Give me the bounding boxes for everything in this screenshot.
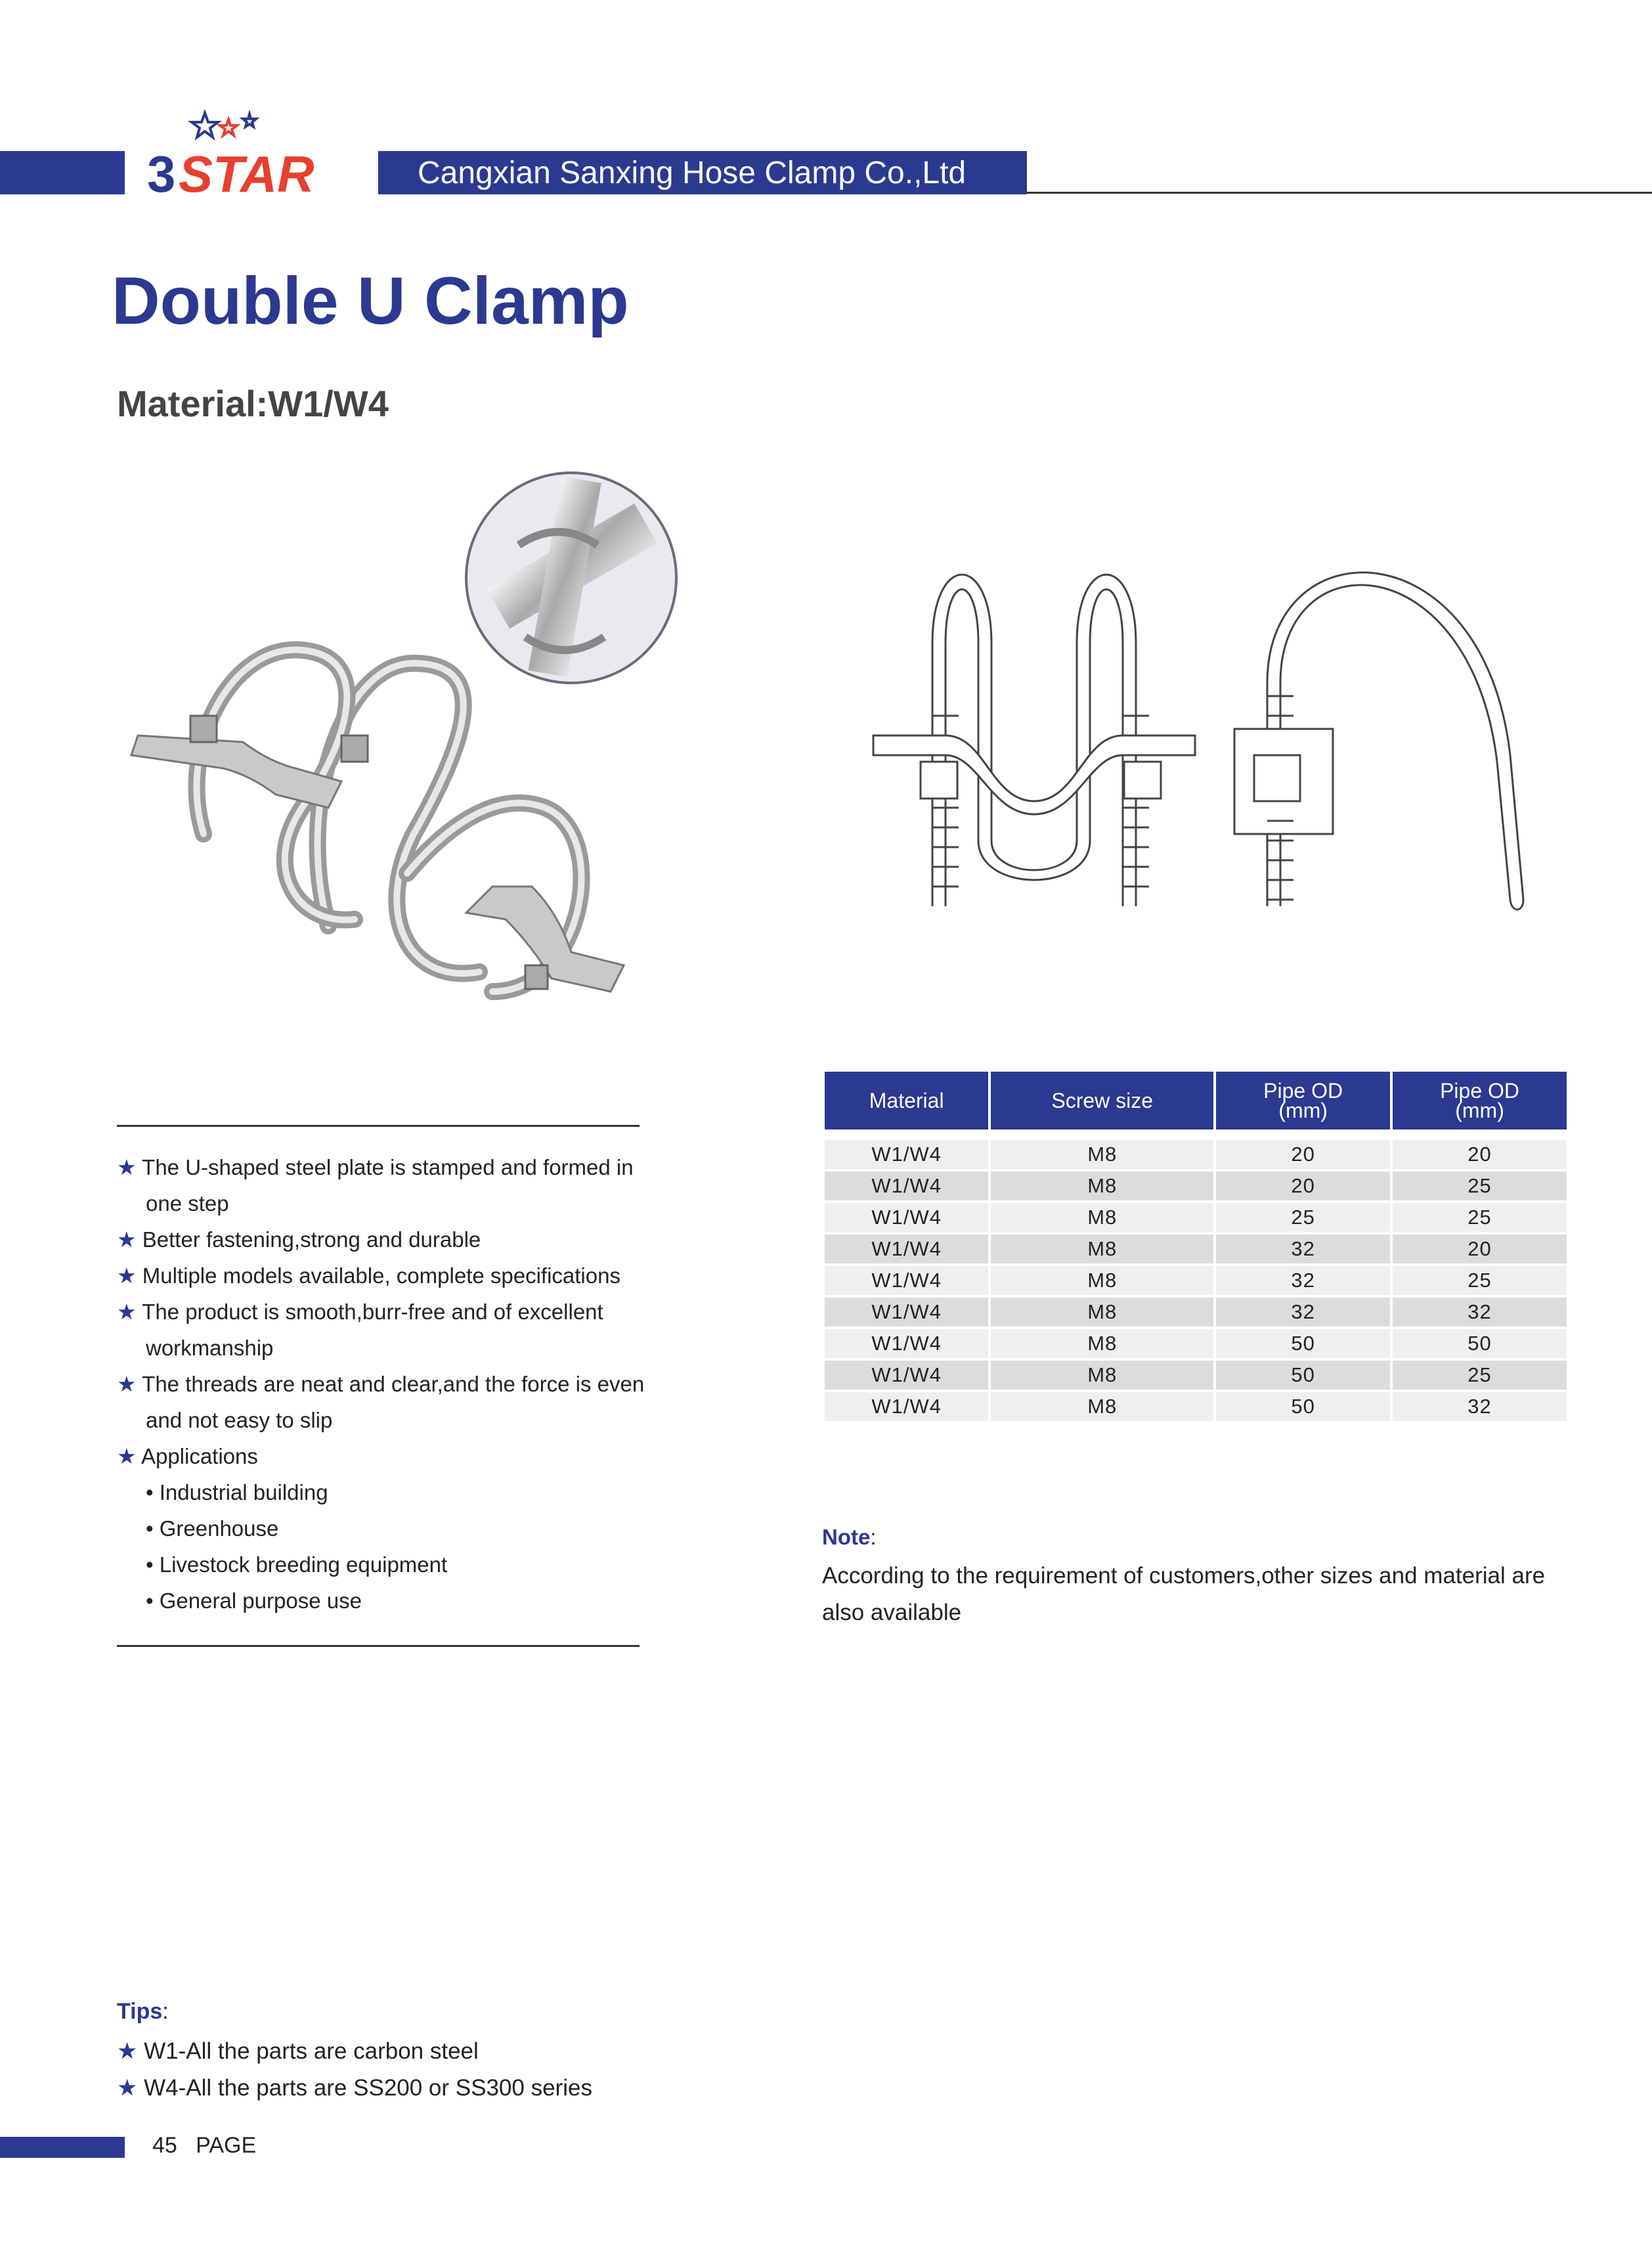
table-cell: 25 (1393, 1172, 1567, 1200)
table-cell: 32 (1216, 1266, 1390, 1295)
feature-item: ★ The U-shaped steel plate is stamped and formed in (117, 1155, 634, 1179)
tip-item: ★ W4-All the parts are SS200 or SS300 series (117, 2075, 592, 2101)
table-cell: 25 (1393, 1266, 1567, 1295)
header-material: Material (825, 1072, 988, 1129)
table-row (825, 1329, 1567, 1358)
logo-stars-icon (192, 113, 256, 137)
table-row (825, 1361, 1567, 1390)
tips-label: Tips: (117, 1999, 169, 2024)
header-pipe-od-1: Pipe OD (mm) (1216, 1072, 1390, 1129)
note-text: According to the requirement of customers,other sizes and material are also available (822, 1563, 1546, 1625)
plates-photo (131, 716, 624, 992)
table-cell: M8 (991, 1203, 1213, 1232)
table-cell: 32 (1393, 1392, 1567, 1421)
application-item: • Industrial building (146, 1480, 328, 1504)
table-cell: 20 (1393, 1140, 1567, 1169)
table-row (825, 1140, 1567, 1169)
table-cell: M8 (991, 1172, 1213, 1200)
star-icon: ★ (117, 1372, 137, 1396)
table-row (825, 1172, 1567, 1200)
page-title: Double U Clamp (112, 263, 629, 338)
table-cell: M8 (991, 1140, 1213, 1169)
feature-item: ★ Applications (117, 1444, 258, 1468)
double-u-clamp-drawing (873, 575, 1195, 906)
header-pipe-od-2: Pipe OD (mm) (1393, 1072, 1567, 1129)
feature-item-cont: workmanship (146, 1336, 274, 1360)
tips-list (117, 2033, 592, 2107)
table-cell: 20 (1216, 1172, 1390, 1200)
table-cell: 25 (1216, 1203, 1390, 1232)
table-cell: 20 (1393, 1235, 1567, 1263)
table-row (825, 1266, 1567, 1295)
table-cell: 25 (1393, 1203, 1567, 1232)
table-cell: W1/W4 (825, 1172, 988, 1200)
feature-item-cont: one step (146, 1191, 229, 1216)
tip-item: ★ W1-All the parts are carbon steel (117, 2038, 479, 2064)
feature-item: ★ The product is smooth,burr-free and of excellent (117, 1300, 603, 1324)
table-cell: 25 (1393, 1361, 1567, 1390)
header-rule (1027, 192, 1652, 194)
application-item: • General purpose use (146, 1589, 362, 1613)
table-cell: M8 (991, 1329, 1213, 1358)
table-header-row (825, 1072, 1567, 1129)
table-row (825, 1203, 1567, 1232)
inset-detail-photo (466, 473, 676, 683)
table-cell: 32 (1216, 1298, 1390, 1326)
table-cell: 32 (1393, 1298, 1567, 1326)
table-cell: M8 (991, 1361, 1213, 1390)
application-item: • Greenhouse (146, 1516, 279, 1541)
table-cell: M8 (991, 1298, 1213, 1326)
table-cell: 20 (1216, 1140, 1390, 1169)
page-number: 45 PAGE (152, 2133, 257, 2158)
table-cell: W1/W4 (825, 1329, 988, 1358)
table-row (825, 1298, 1567, 1326)
feature-item-cont: and not easy to slip (146, 1408, 333, 1432)
table-row (825, 1235, 1567, 1263)
table-cell: W1/W4 (825, 1140, 988, 1169)
table-cell: W1/W4 (825, 1266, 988, 1295)
table-row (825, 1392, 1567, 1421)
star-icon: ★ (117, 2075, 138, 2101)
table-cell: M8 (991, 1235, 1213, 1263)
header-left-bar (0, 151, 125, 194)
3star-logo (144, 105, 355, 204)
u-bolt-side-drawing (1234, 573, 1523, 909)
feature-item: ★ Multiple models available, complete specifications (117, 1263, 620, 1288)
table-cell: 50 (1216, 1392, 1390, 1421)
header-screw-size: Screw size (991, 1072, 1213, 1129)
table-cell: W1/W4 (825, 1298, 988, 1326)
features-top-rule (117, 1125, 640, 1127)
material-heading: Material:W1/W4 (117, 383, 389, 424)
star-icon: ★ (117, 1300, 137, 1324)
star-icon: ★ (117, 1444, 137, 1468)
star-icon: ★ (117, 2038, 138, 2064)
table-cell: W1/W4 (825, 1361, 988, 1390)
table-cell: 50 (1216, 1329, 1390, 1358)
logo-star-glyph: STAR (179, 145, 315, 203)
note-label: Note: (822, 1525, 877, 1549)
table-cell: W1/W4 (825, 1392, 988, 1421)
table-cell: 32 (1216, 1235, 1390, 1263)
star-icon: ★ (117, 1263, 137, 1288)
footer-bar (0, 2137, 125, 2158)
table-cell: M8 (991, 1392, 1213, 1421)
feature-item: ★ Better fastening,strong and durable (117, 1227, 481, 1252)
feature-item: ★ The threads are neat and clear,and the force is even (117, 1372, 645, 1396)
technical-drawing (860, 565, 1530, 932)
table-cell: 50 (1393, 1329, 1567, 1358)
table-cell: W1/W4 (825, 1203, 988, 1232)
table-cell: 50 (1216, 1361, 1390, 1390)
star-icon: ★ (117, 1155, 137, 1179)
product-photo (125, 466, 735, 1044)
company-name: Cangxian Sanxing Hose Clamp Co.,Ltd (418, 156, 967, 190)
logo-3-glyph: 3 (147, 145, 176, 203)
application-item: • Livestock breeding equipment (146, 1552, 448, 1577)
table-cell: W1/W4 (825, 1235, 988, 1263)
star-icon: ★ (117, 1227, 137, 1252)
table-cell: M8 (991, 1266, 1213, 1295)
features-list (117, 1149, 655, 1619)
spec-table (822, 1069, 1569, 1424)
features-bottom-rule (117, 1645, 640, 1647)
